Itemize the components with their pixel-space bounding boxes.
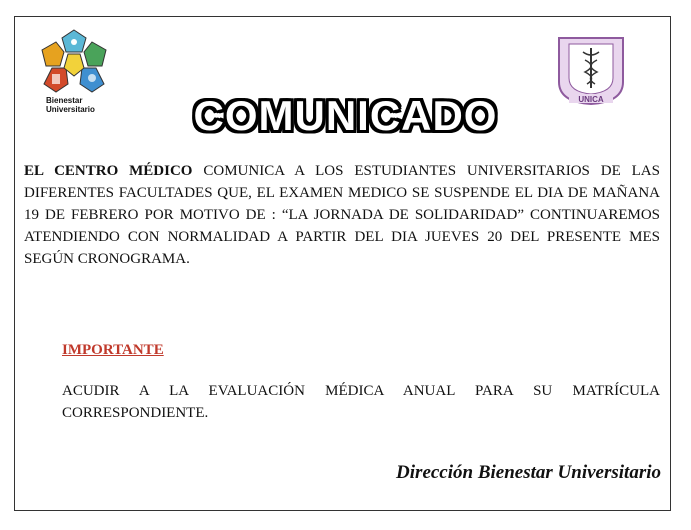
page-title: COMUNICADO (193, 92, 498, 139)
signature: Dirección Bienestar Universitario (396, 462, 661, 483)
announcement-lead: EL CENTRO MÉDICO (24, 163, 193, 179)
important-note: ACUDIR A LA EVALUACIÓN MÉDICA ANUAL PARA SU MATRÍCULA CORRESPONDIENTE. (62, 383, 660, 421)
logo-text-line-1: Bienestar (46, 96, 83, 105)
logo-text-line-2: Universitario (46, 105, 95, 114)
announcement-text: COMUNICA A LOS ESTUDIANTES UNIVERSITARIOS DE LAS DIFERENTES FACULTADES QUE, EL EXAMEN MEDICO SE SUSPENDE EL DIA DE MAÑANA 19 DE FEBRERO POR MOTIVO DE : “LA JORNADA DE SOLIDARIDAD” CONTINUAREMOS ATENDIENDO CON NORMALIDAD A PARTIR DEL DIA JUEVES 20 DEL PRESENTE MES SEGÚN CRONOGRAMA. (24, 163, 660, 267)
seal-bottom-text: UNICA (578, 95, 604, 104)
announcement-body (24, 160, 660, 270)
important-label: IMPORTANTE (62, 342, 164, 358)
